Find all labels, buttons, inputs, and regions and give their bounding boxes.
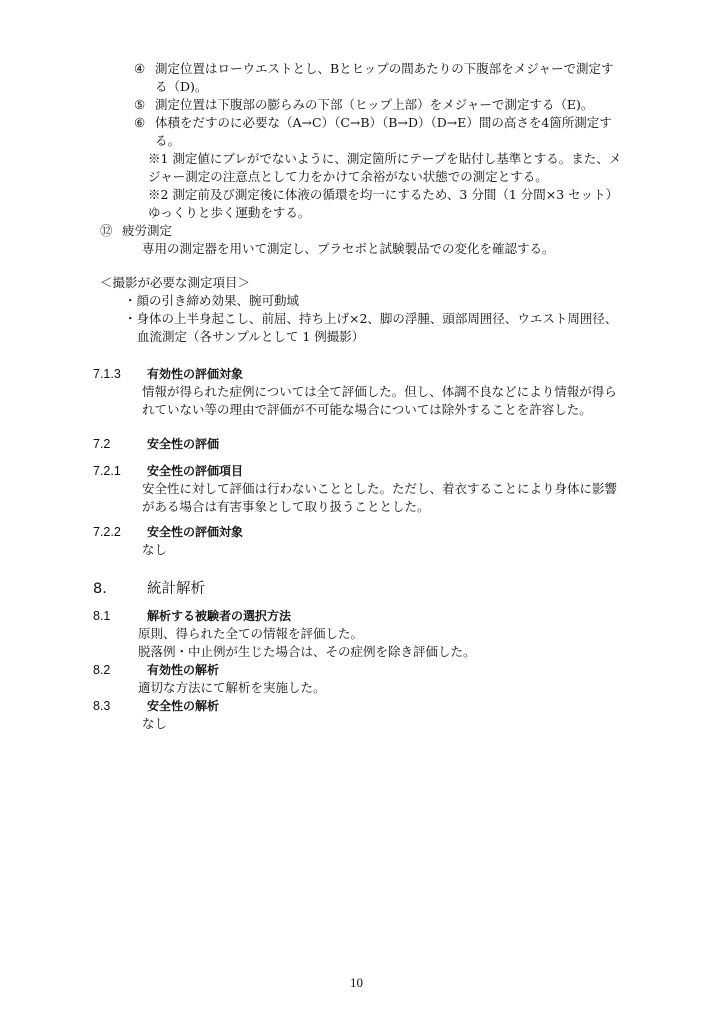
section-7-1-3-body: 情報が得られた症例については全て評価した。但し、体調不良などにより情報が得ら [142,384,617,399]
section-7-2-2-title: 安全性の評価対象 [147,525,244,539]
section-7-1-3-number: 7.1.3 [93,367,121,381]
section-8-title: 統計解析 [147,581,205,597]
step-6-text: 体積をだすのに必要な（A→C）（C→B）（B→D）（D→E）間の高さを4箇所測定す [155,115,612,130]
page-number: 10 [350,975,363,990]
section-7-1-3-body-cont: れていない等の理由で評価が不可能な場合については除外することを許容した。 [142,402,592,417]
section-7-2-number: 7.2 [93,437,111,451]
item-12-marker: ⑫ [100,223,113,238]
photo-bullet-2-cont: 血流測定（各サンプルとして 1 例撮影） [137,329,365,344]
section-8-2-body: 適切な方法にて解析を実施した。 [138,680,326,695]
section-7-2-1-number: 7.2.1 [93,464,121,478]
step-6-text-cont: る。 [155,133,181,148]
step-5-text: 測定位置は下腹部の膨らみの下部（ヒップ上部）をメジャーで測定する（E)。 [155,97,594,112]
section-8-1-body-cont: 脱落例・中止例が生じた場合は、その症例を除き評価した。 [138,644,476,659]
section-7-2-1-title: 安全性の評価項目 [147,464,244,478]
section-8-2-number: 8.2 [93,663,111,677]
section-8-number: 8. [93,581,107,597]
section-8-1-body: 原則、得られた全ての情報を評価した。 [138,626,364,641]
note-2-cont: ゆっくりと歩く運動をする。 [148,205,311,220]
step-6-marker: ⑥ [134,115,146,130]
step-4-marker: ④ [134,61,146,76]
item-12-title: 疲労測定 [122,223,173,238]
photo-bullet-2: ・身体の上半身起こし、前屈、持ち上げ×2、脚の浮腫、頭部周囲径、ウエスト周囲径、 [124,311,618,326]
section-7-2-2-body: なし [142,542,168,557]
step-5-marker: ⑤ [134,97,146,112]
section-8-3-body: なし [142,716,168,731]
section-7-2-title: 安全性の評価 [147,437,220,451]
section-8-3-number: 8.3 [93,699,111,713]
note-1-cont: ジャー測定の注意点として力をかけて余裕がない状態での測定とする。 [148,169,548,184]
section-8-3-title: 安全性の解析 [147,699,220,713]
item-12-body: 専用の測定器を用いて測定し、プラセボと試験製品での変化を確認する。 [142,241,555,256]
section-8-1-number: 8.1 [93,609,111,623]
section-7-1-3-title: 有効性の評価対象 [147,367,244,381]
photo-bullet-1: ・顔の引き締め効果、腕可動域 [124,293,300,308]
section-7-2-1-body: 安全性に対して評価は行わないこととした。ただし、着衣することにより身体に影響 [142,481,618,496]
section-7-2-2-number: 7.2.2 [93,525,121,539]
note-1: ※1 測定値にブレがでないように、測定箇所にテープを貼付し基準とする。また、メ [148,151,622,166]
step-4-text: 測定位置はローウエストとし、Bとヒップの間あたりの下腹部をメジャーで測定す [155,61,614,76]
photo-heading: ＜撮影が必要な測定項目＞ [100,275,251,290]
step-4-text-cont: る（D)。 [155,79,208,94]
section-8-1-title: 解析する被験者の選択方法 [147,609,292,623]
section-8-2-title: 有効性の解析 [147,663,220,677]
note-2: ※2 測定前及び測定後に体液の循環を均一にするため、3 分間（1 分間×3 セット） [148,187,619,202]
section-7-2-1-body-cont: がある場合は有害事象として取り扱うこととした。 [142,499,430,514]
